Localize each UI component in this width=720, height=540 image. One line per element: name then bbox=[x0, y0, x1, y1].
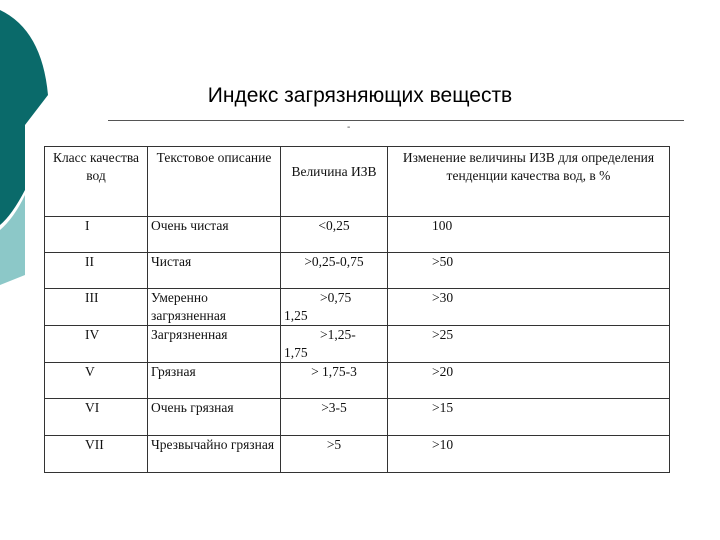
cell-class: VI bbox=[45, 399, 148, 436]
cell-class: II bbox=[45, 253, 148, 289]
header-value bbox=[281, 147, 388, 217]
cell-change: >20 bbox=[388, 363, 670, 399]
cell-description: Грязная bbox=[148, 363, 281, 399]
header-description: Текстовое описание bbox=[148, 147, 281, 217]
table-row bbox=[45, 399, 670, 436]
table-row bbox=[45, 217, 670, 253]
cell-description: Чистая bbox=[148, 253, 281, 289]
table-row bbox=[45, 326, 670, 363]
cell-value: <0,25 bbox=[281, 217, 388, 253]
cell-class: I bbox=[45, 217, 148, 253]
cell-class: V bbox=[45, 363, 148, 399]
title-divider bbox=[108, 120, 684, 121]
cell-description: Очень грязная bbox=[148, 399, 281, 436]
table-header-row bbox=[45, 147, 670, 217]
cell-value-line1: >0,75 bbox=[320, 290, 352, 305]
cell-value bbox=[281, 289, 388, 326]
cell-description: Чрезвычайно грязная bbox=[148, 436, 281, 473]
header-change: Изменение величины ИЗВ для определения тенденции качества вод, в % bbox=[388, 147, 670, 217]
cell-value: >0,25-0,75 bbox=[281, 253, 388, 289]
header-class: Класс качества вод bbox=[45, 147, 148, 217]
cell-change: >50 bbox=[388, 253, 670, 289]
cell-value-line2: 1,25 bbox=[284, 308, 308, 323]
page-title: Индекс загрязняющих веществ bbox=[207, 84, 513, 107]
cell-class: III bbox=[45, 289, 148, 326]
table-row bbox=[45, 289, 670, 326]
cell-description: Загрязненная bbox=[148, 326, 281, 363]
header-value-label: Величина ИЗВ bbox=[291, 164, 377, 179]
cell-description: Умеренно загрязненная bbox=[148, 289, 281, 326]
cell-change: >10 bbox=[388, 436, 670, 473]
cell-value-line1: >1,25- bbox=[320, 327, 356, 342]
cell-description: Очень чистая bbox=[148, 217, 281, 253]
table-row bbox=[45, 253, 670, 289]
cell-value: > 1,75-3 bbox=[281, 363, 388, 399]
cell-change: >30 bbox=[388, 289, 670, 326]
table-row bbox=[45, 436, 670, 473]
cell-value-line2: 1,75 bbox=[284, 345, 308, 360]
cell-value: >5 bbox=[281, 436, 388, 473]
cell-value: >3-5 bbox=[281, 399, 388, 436]
cell-class: IV bbox=[45, 326, 148, 363]
cell-change: >25 bbox=[388, 326, 670, 363]
cell-change: >15 bbox=[388, 399, 670, 436]
water-quality-table bbox=[44, 146, 670, 473]
cell-value bbox=[281, 326, 388, 363]
table-row bbox=[45, 363, 670, 399]
cell-change: 100 bbox=[388, 217, 670, 253]
cell-class: VII bbox=[45, 436, 148, 473]
title-tick-mark: - bbox=[347, 122, 351, 133]
